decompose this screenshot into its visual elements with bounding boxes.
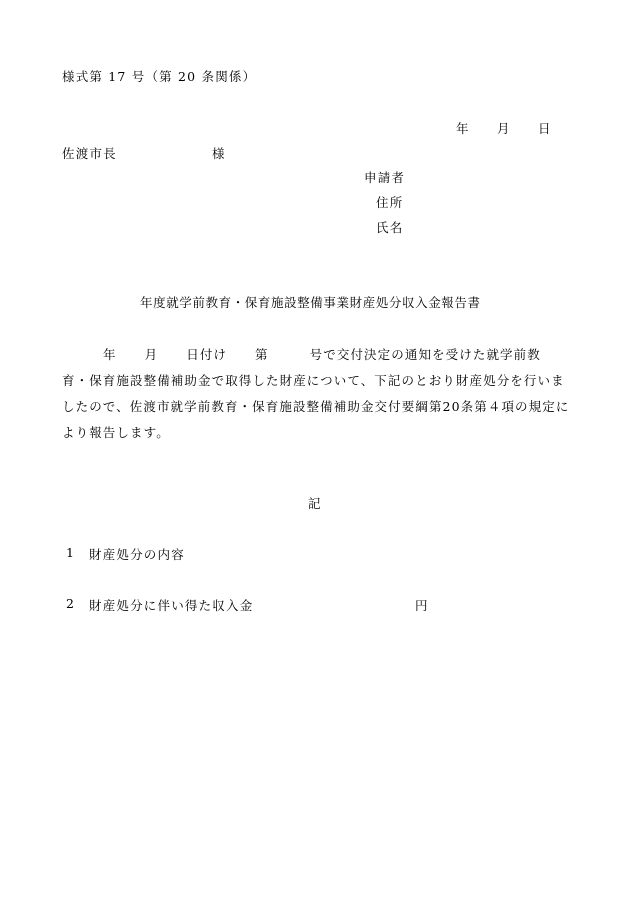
body-paragraph xyxy=(62,342,570,446)
applicant-name-label: 氏名 xyxy=(376,220,404,235)
body-month: 月 xyxy=(144,347,159,362)
applicant-label: 申請者 xyxy=(364,170,406,185)
body-year: 年 xyxy=(103,347,117,362)
ki-heading: 記 xyxy=(308,496,321,511)
body-line-1 xyxy=(62,342,567,368)
body-line-2: 育・保育施設整備補助金で取得した財産について、下記のとおり財産処分を行いま xyxy=(62,373,565,388)
body-line-3: したので、佐渡市就学前教育・保育施設整備補助金交付要綱第20条第４項の規定に xyxy=(62,399,570,414)
item-2-unit: 円 xyxy=(415,598,428,613)
date-year: 年 xyxy=(456,121,469,136)
date-month: 月 xyxy=(497,121,510,136)
item-2-number: 2 xyxy=(66,596,74,611)
item-1-number: 1 xyxy=(66,545,74,560)
date-day: 日 xyxy=(538,121,551,136)
body-number-prefix: 第 xyxy=(255,347,269,362)
body-line-1-rest: 号で交付決定の通知を受けた就学前教 xyxy=(309,347,541,362)
document-title: 年度就学前教育・保育施設整備事業財産処分収入金報告書 xyxy=(140,295,481,310)
form-number: 様式第 17 号（第 20 条関係） xyxy=(62,69,257,84)
addressee-name: 佐渡市長 xyxy=(62,146,117,161)
body-dated: 日付け xyxy=(186,347,228,362)
body-line-4: より報告します。 xyxy=(62,425,170,440)
applicant-address-label: 住所 xyxy=(376,195,404,210)
addressee-honorific: 様 xyxy=(212,146,225,161)
item-1-label: 財産処分の内容 xyxy=(89,547,185,562)
item-2-label: 財産処分に伴い得た収入金 xyxy=(89,598,254,613)
